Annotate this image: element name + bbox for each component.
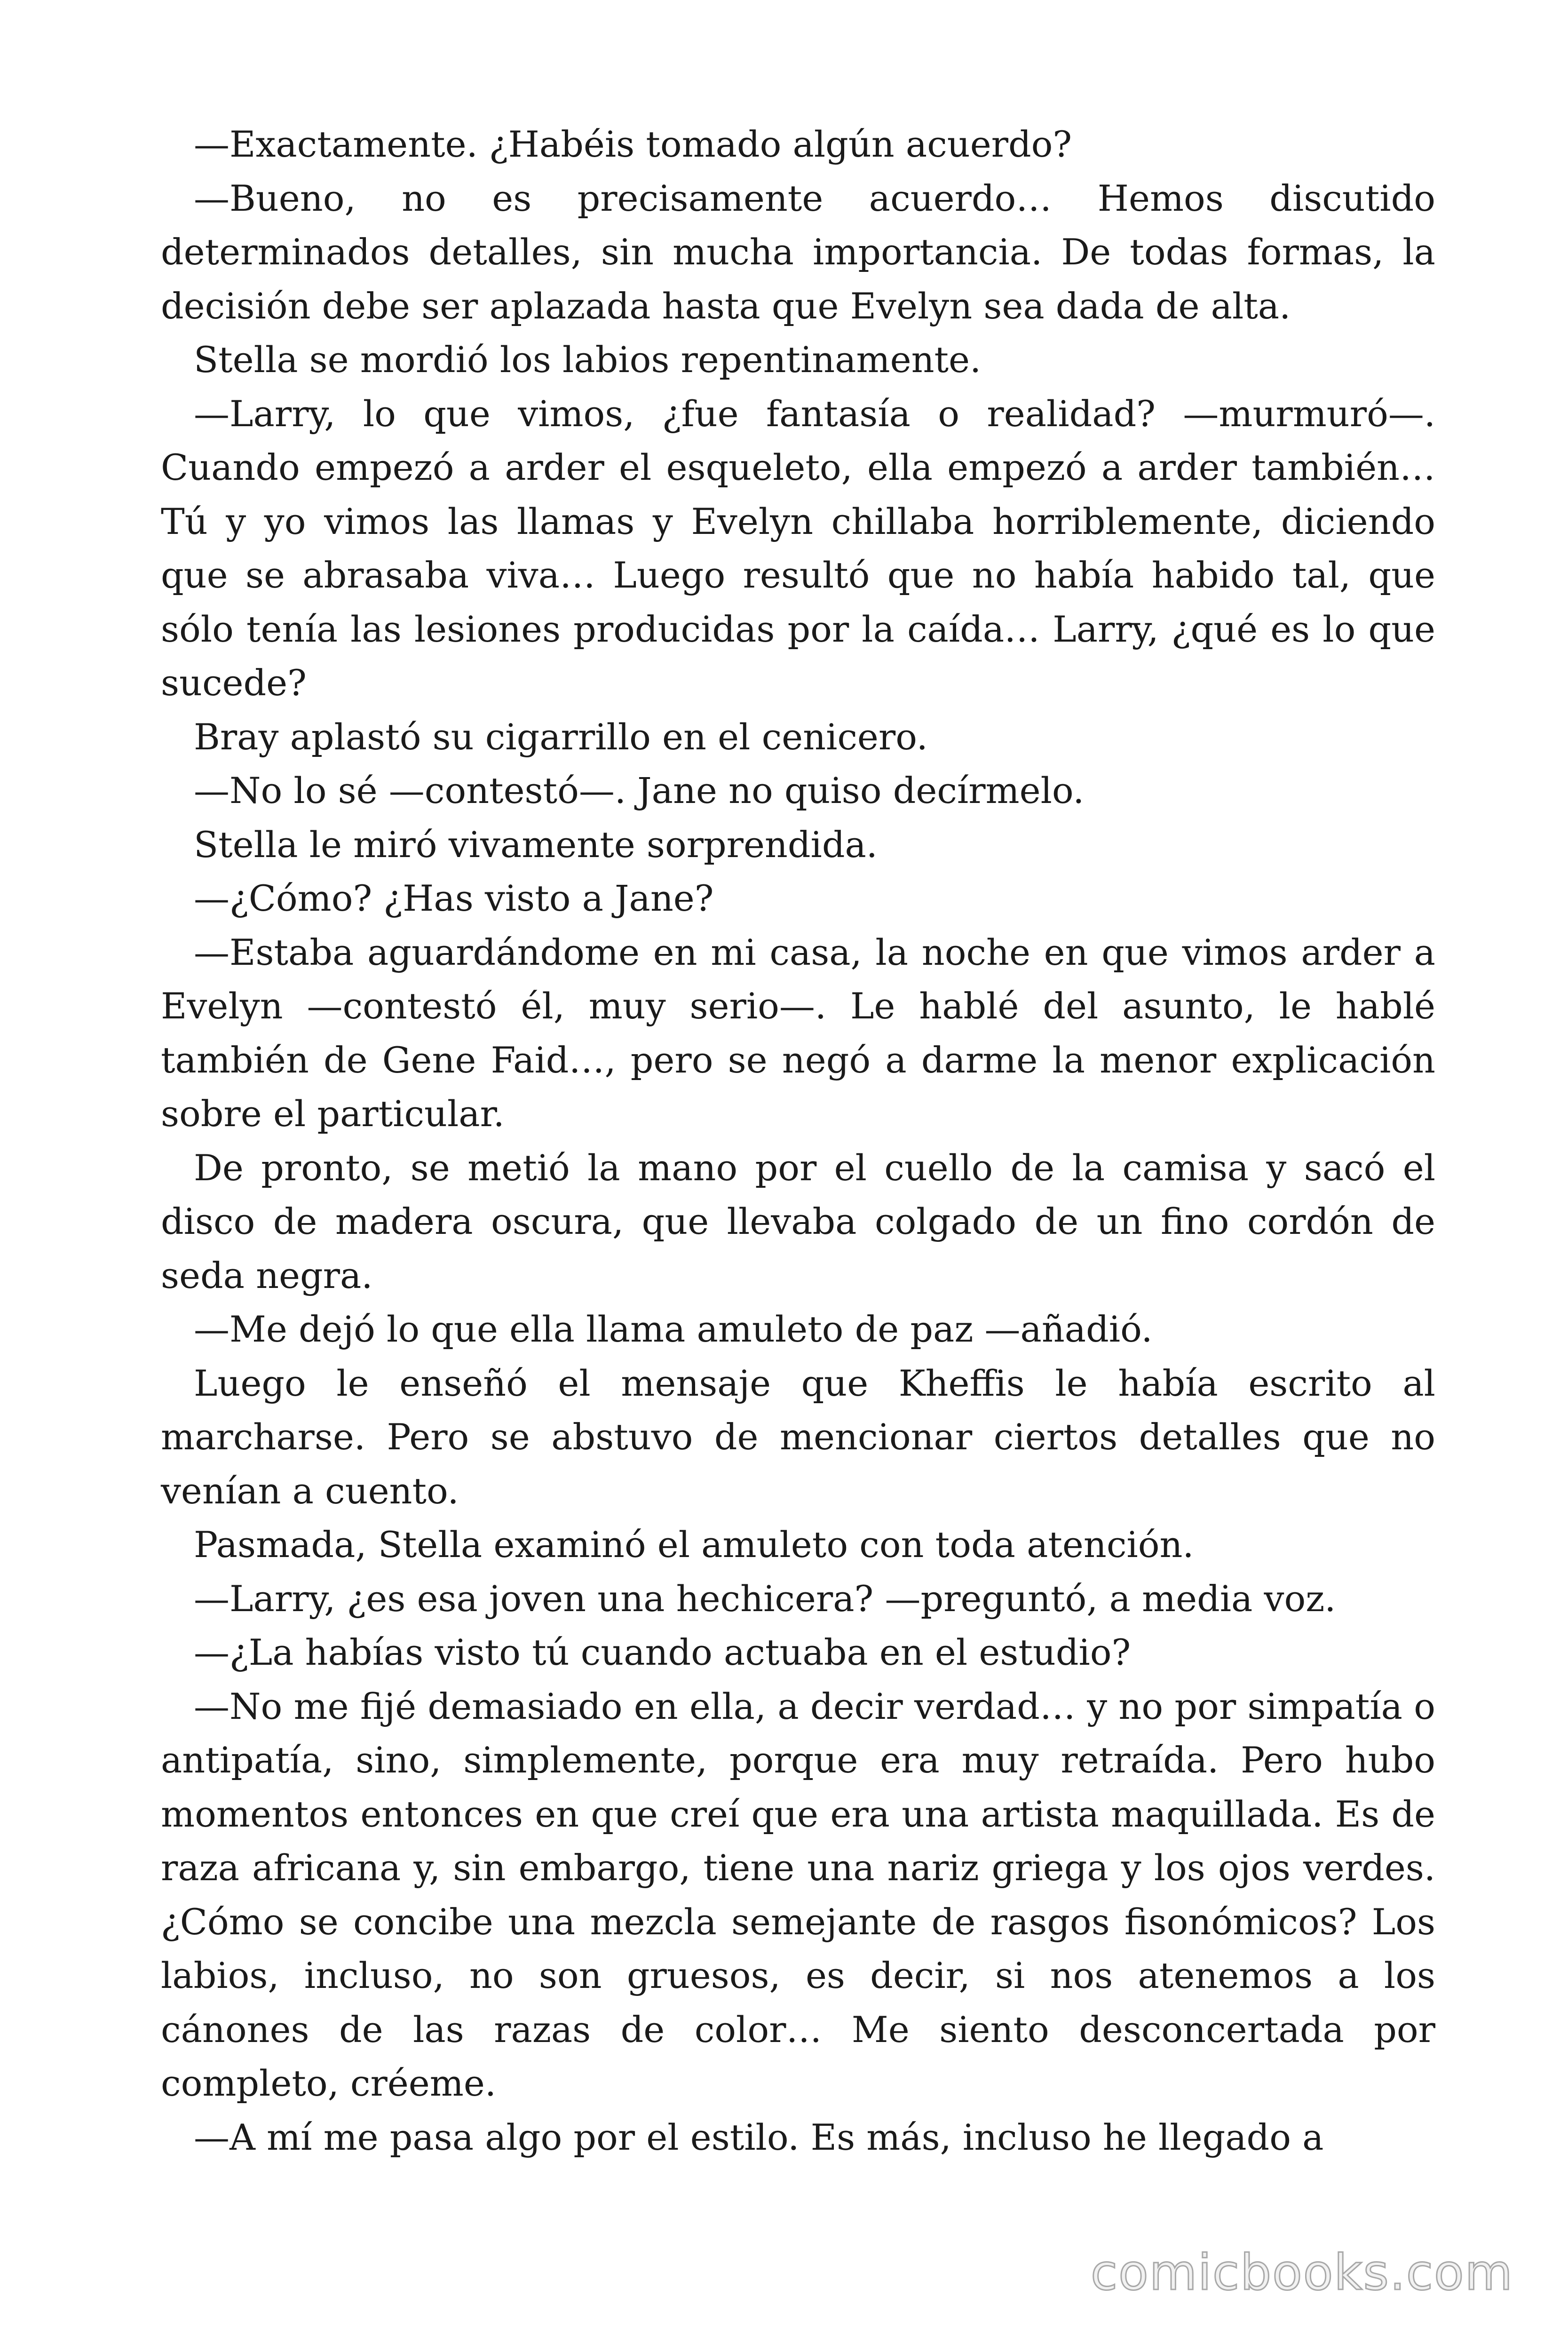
paragraph: Stella le miró vivamente sorprendida.: [194, 823, 878, 866]
paragraph: —¿La habías visto tú cuando actuaba en el estudio?: [194, 1631, 1131, 1673]
paragraph: —Exactamente. ¿Habéis tomado algún acuerdo?: [194, 123, 1072, 165]
paragraph: —No me fijé demasiado en ella, a decir verdad… y no por simpatía o antipatía, sino, simplemente, porque era muy retraída. Pero hubo momentos entonces en que creí que era una artista maquillada. Es de raza africana y, sin embargo, tiene una nariz griega y los ojos verdes. ¿Cómo se concibe una mezcla semejante de rasgos fisonómicos? Los labios, incluso, no son gruesos, es decir, si nos atenemos a los cánones de las razas de color… Me siento desconcertada por completo, créeme.: [161, 1685, 1435, 2104]
paragraph: —Estaba aguardándome en mi casa, la noche en que vimos arder a Evelyn —contestó él, muy serio—. Le hablé del asunto, le hablé también de Gene Faid…, pero se negó a darme la menor explicación sobre el particular.: [161, 931, 1435, 1135]
paragraph: —Me dejó lo que ella llama amuleto de paz —añadió.: [194, 1308, 1153, 1350]
paragraph: —Bueno, no es precisamente acuerdo… Hemos discutido determinados detalles, sin mucha importancia. De todas formas, la decisión debe ser aplazada hasta que Evelyn sea dada de alta.: [161, 177, 1435, 327]
paragraph: —Larry, ¿es esa joven una hechicera? —preguntó, a media voz.: [194, 1577, 1336, 1620]
watermark-text: comicbooks.com: [1090, 2244, 1513, 2301]
paragraph: Bray aplastó su cigarrillo en el cenicero.: [194, 715, 928, 758]
paragraph: Stella se mordió los labios repentinamente.: [194, 339, 982, 381]
paragraph: —Larry, lo que vimos, ¿fue fantasía o realidad? —murmuró—. Cuando empezó a arder el esqueleto, ella empezó a arder también… Tú y yo vimos las llamas y Evelyn chillaba horriblemente, diciendo que se abrasaba viva… Luego resultó que no había habido tal, que sólo tenía las lesiones producidas por la caída… Larry, ¿qué es lo que sucede?: [161, 392, 1435, 704]
paragraph: —¿Cómo? ¿Has visto a Jane?: [194, 877, 714, 919]
paragraph: —No lo sé —contestó—. Jane no quiso decírmelo.: [194, 770, 1085, 811]
paragraph: De pronto, se metió la mano por el cuello de la camisa y sacó el disco de madera oscura, que llevaba colgado de un fino cordón de seda negra.: [161, 1146, 1435, 1296]
paragraph: Pasmada, Stella examinó el amuleto con toda atención.: [194, 1524, 1194, 1565]
paragraph-last: —A mí me pasa algo por el estilo. Es más, incluso he llegado a: [194, 2116, 1324, 2158]
paragraph: Luego le enseñó el mensaje que Kheffis le había escrito al marcharse. Pero se abstuvo de mencionar ciertos detalles que no venían a cuento.: [161, 1362, 1435, 1512]
book-page-text: [161, 118, 1435, 2164]
